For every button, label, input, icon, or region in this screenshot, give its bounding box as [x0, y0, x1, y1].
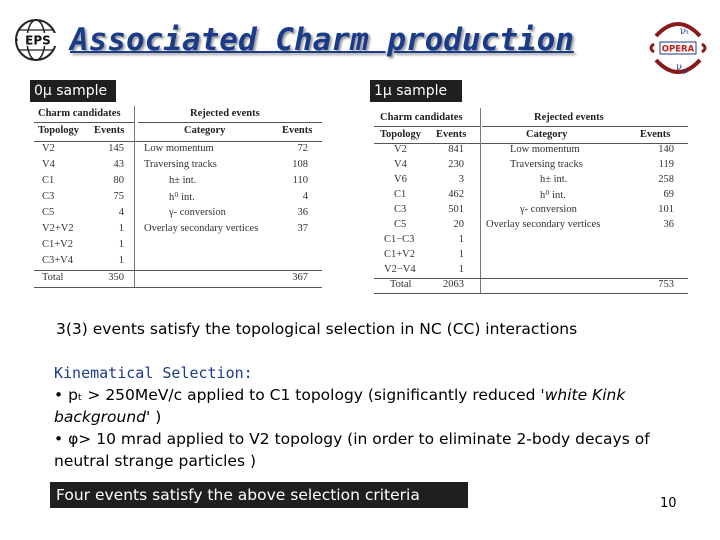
table-row-value: 119 [658, 159, 674, 170]
table-row-value: 1 [118, 239, 124, 250]
eps-logo-icon [12, 16, 64, 64]
table-row-value: 36 [297, 207, 308, 218]
col-events-rejected: Events [282, 125, 313, 136]
zero-mu-sample-label: 0μ sample [30, 80, 116, 102]
table-row: V2 [394, 144, 407, 155]
kinematical-bullet-pt [54, 384, 704, 428]
table-row: C5 [42, 207, 55, 218]
page-number: 10 [660, 496, 677, 511]
table-row: γ- conversion [520, 204, 577, 215]
opera-logo-nu-tau: νₜ [680, 26, 689, 37]
col-events-rejected: Events [640, 129, 671, 140]
table-row-value: 1 [458, 264, 464, 275]
table-row-value: 145 [108, 143, 124, 154]
table-row-value: 1 [458, 249, 464, 260]
table-row: C3+V4 [42, 255, 74, 266]
table-row: Overlay secondary vertices [486, 219, 601, 230]
col-category: Category [526, 129, 568, 140]
total-label: Total [390, 279, 412, 290]
header-charm-candidates: Charm candidates [380, 112, 463, 123]
table-row: C1 [394, 189, 407, 200]
col-events: Events [436, 129, 467, 140]
table-row-value: 69 [663, 189, 674, 200]
table-row-value: 501 [448, 204, 464, 215]
header-charm-candidates: Charm candidates [38, 108, 121, 119]
table-row-value: 75 [113, 191, 124, 202]
table-row-value: 101 [658, 204, 674, 215]
one-mu-table [374, 108, 690, 294]
table-row-value: 1 [118, 255, 124, 266]
table-row: Traversing tracks [510, 159, 583, 170]
table-row: Overlay secondary vertices [144, 223, 259, 234]
table-row: Low momentum [144, 143, 214, 154]
col-category: Category [184, 125, 226, 136]
table-row: h⁰ int. [540, 190, 566, 201]
total-rejected: 753 [658, 279, 674, 290]
table-row-value: 37 [297, 223, 308, 234]
opera-logo-mu-sub: μ [683, 67, 688, 75]
table-row-value: 108 [292, 159, 308, 170]
col-topology: Topology [380, 129, 422, 140]
table-row: C1 [42, 175, 55, 186]
table-row: V6 [394, 174, 407, 185]
table-row-value: 462 [448, 189, 464, 200]
table-row-value: 36 [663, 219, 674, 230]
table-row-value: 43 [113, 159, 124, 170]
table-row-value: 3 [458, 174, 464, 185]
table-row-value: 1 [118, 223, 124, 234]
table-row-value: 20 [453, 219, 464, 230]
table-row: C3 [42, 191, 55, 202]
table-row: h± int. [540, 174, 568, 185]
table-row: V2+V2 [42, 223, 74, 234]
table-row-value: 1 [458, 234, 464, 245]
bullet-pt-close: ' ) [146, 408, 162, 426]
table-row: C3 [394, 204, 407, 215]
opera-logo-nu-mu: ν [676, 62, 683, 73]
table-row: C1+V2 [384, 249, 416, 260]
table-row-value: 80 [113, 175, 124, 186]
table-row: Traversing tracks [144, 159, 217, 170]
slide-title: Associated Charm production [70, 22, 574, 58]
table-row-value: 4 [302, 191, 308, 202]
table-row: h⁰ int. [169, 192, 195, 203]
table-row: C1−C3 [384, 234, 415, 245]
bullet-pt-text: • pₜ > 250MeV/c applied to C1 topology (significantly reduced ' [54, 386, 545, 404]
table-row: V2 [42, 143, 55, 154]
table-row-value: 110 [292, 175, 308, 186]
col-events: Events [94, 125, 125, 136]
bullet-pt-italic: white Kink background [54, 386, 626, 426]
one-mu-sample-label: 1μ sample [370, 80, 462, 102]
header-rejected-events: Rejected events [534, 112, 604, 123]
kinematical-selection-heading: Kinematical Selection: [54, 364, 253, 382]
table-row: C5 [394, 219, 407, 230]
table-row-value: 4 [118, 207, 124, 218]
total-label: Total [42, 272, 64, 283]
table-row-value: 140 [658, 144, 674, 155]
table-row: V2−V4 [384, 264, 416, 275]
table-row: V4 [42, 159, 55, 170]
conclusion-banner: Four events satisfy the above selection criteria [50, 482, 468, 508]
table-row: Low momentum [510, 144, 580, 155]
opera-logo-icon [648, 16, 708, 80]
table-row-value: 841 [448, 144, 464, 155]
table-row-value: 230 [448, 159, 464, 170]
table-row: h± int. [169, 175, 197, 186]
zero-mu-table [34, 106, 324, 288]
col-topology: Topology [38, 125, 80, 136]
opera-logo-text: OPERA [661, 44, 695, 55]
header-rejected-events: Rejected events [190, 108, 260, 119]
table-row: γ- conversion [169, 207, 226, 218]
total-candidates: 2063 [443, 279, 464, 290]
table-row: V4 [394, 159, 407, 170]
table-row: C1+V2 [42, 239, 74, 250]
total-candidates: 350 [108, 272, 124, 283]
kinematical-bullet-phi: • φ> 10 mrad applied to V2 topology (in order to eliminate 2-body decays of neutral strange particles ) [54, 430, 650, 470]
eps-logo-text: EPS [25, 33, 51, 48]
table-row-value: 258 [658, 174, 674, 185]
topological-selection-text: 3(3) events satisfy the topological selection in NC (CC) interactions [56, 320, 578, 338]
total-rejected: 367 [292, 272, 308, 283]
table-row-value: 72 [297, 143, 308, 154]
